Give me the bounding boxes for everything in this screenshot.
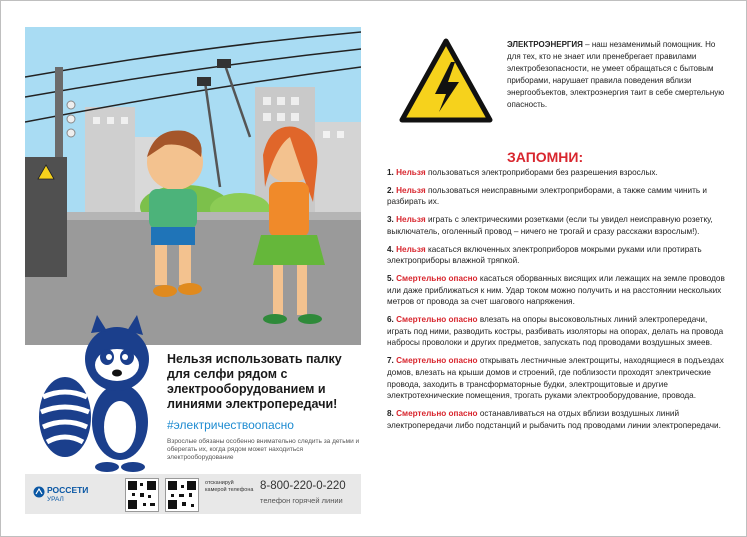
qr-code-icon[interactable] — [125, 478, 159, 512]
rule-number: 1. — [387, 168, 394, 177]
logo-name: РОССЕТИ — [47, 485, 89, 495]
rule-item — [387, 214, 732, 237]
high-voltage-warning-icon — [399, 38, 493, 123]
rule-text: останавливаться на отдых вблизи воздушных линий электропередачи либо подстанций и рыбачить под проводами линии электропередачи. — [387, 408, 721, 430]
rule-item — [387, 273, 732, 308]
raccoon-mascot — [25, 307, 165, 473]
rule-text: касаться включенных электроприборов мокрыми руками или протирать электроприборы влажной тряпкой. — [387, 244, 702, 266]
rule-text: играть с электрическими розетками (если ты увидел неисправную розетку, выключатель, оголенный провод – ничего не трогай и сразу расскажи взрослым!). — [387, 215, 713, 236]
rule-item — [387, 185, 732, 208]
rule-number: 8. — [387, 408, 394, 418]
rule-number: 2. — [387, 185, 394, 195]
intro-body: – наш незаменимый помощник. Но для тех, кто не знает или пренебрегает правилами электробезопасности, не умеет обращаться с бытовым приборами, нарушает правила поведения вблизи энергообъектов, электроэнергия таит в себе смертельную опасность. — [507, 40, 725, 109]
hotline-phone[interactable]: 8-800-220-0-220 — [260, 480, 346, 492]
rule-text: пользоваться электроприборами без разрешения взрослых. — [425, 168, 658, 177]
hashtag: #электричествоопасно — [167, 418, 294, 432]
caption-title: Нельзя использовать палку для селфи рядом с электрооборудованием и линиями электропередачи! — [167, 352, 342, 411]
caption-note: Взрослые обязаны особенно внимательно следить за детьми и оберегать их, когда рядом может находиться электрооборудование — [167, 438, 360, 461]
intro-text — [507, 39, 729, 111]
rule-number: 7. — [387, 356, 394, 366]
rule-number: 6. — [387, 315, 394, 325]
qr-code-icon[interactable] — [165, 478, 199, 512]
rosseti-logo — [33, 480, 93, 510]
scan-hint: отсканируй камерой телефона — [205, 480, 254, 493]
rule-text: пользоваться неисправными электроприборами, а также самим чинить и разбирать их. — [387, 185, 707, 207]
rule-keyword: Нельзя — [396, 244, 426, 254]
rule-text: влезать на опоры высоковольтных линий электропередачи, играть под ними, разводить костры, разбивать изоляторы на опорах, делать на провода набросы проволоки и других предметов, запускать под проводами воздушных змеев. — [387, 315, 724, 348]
rule-number: 3. — [387, 215, 394, 225]
rule-keyword: Смертельно опасно — [396, 408, 478, 418]
logo-sub: УРАЛ — [47, 496, 64, 503]
rule-keyword: Смертельно опасно — [396, 315, 478, 325]
rule-text: касаться оборванных висящих или лежащих на земле проводов или даже приближаться к ним. Удар током можно получить и на расстоянии нескольких метров от провода за счет шагового напряжения. — [387, 273, 725, 307]
hotline-label: телефон горячей линии — [260, 496, 343, 505]
intro-heading: ЭЛЕКТРОЭНЕРГИЯ — [507, 40, 583, 49]
remember-heading: ЗАПОМНИ: — [507, 149, 584, 165]
rule-keyword: Нельзя — [396, 168, 426, 177]
rule-item — [387, 408, 732, 431]
rules-list — [387, 167, 732, 437]
rule-item — [387, 244, 732, 267]
rule-item — [387, 167, 732, 179]
rule-keyword: Нельзя — [396, 185, 426, 195]
rule-keyword: Нельзя — [396, 215, 426, 225]
rule-item — [387, 314, 732, 349]
rule-text: открывать лестничные электрощиты, находящиеся в подъездах домов, влезать на крыши домов и строений, где поблизости проходят электрические провода, заходить в трансформаторные будки, электрощитовые и другие электротехнические помещения, трогать руками электрооборудование, провода. — [387, 356, 724, 401]
selfie-illustration — [25, 27, 361, 345]
rule-keyword: Смертельно опасно — [396, 356, 478, 366]
rosseti-logo-icon — [33, 486, 45, 498]
rule-keyword: Смертельно опасно — [396, 273, 478, 283]
rule-number: 4. — [387, 244, 394, 254]
rule-number: 5. — [387, 273, 394, 283]
selfie-caption — [167, 352, 361, 462]
footer-bar — [25, 474, 361, 514]
rule-item — [387, 355, 732, 402]
